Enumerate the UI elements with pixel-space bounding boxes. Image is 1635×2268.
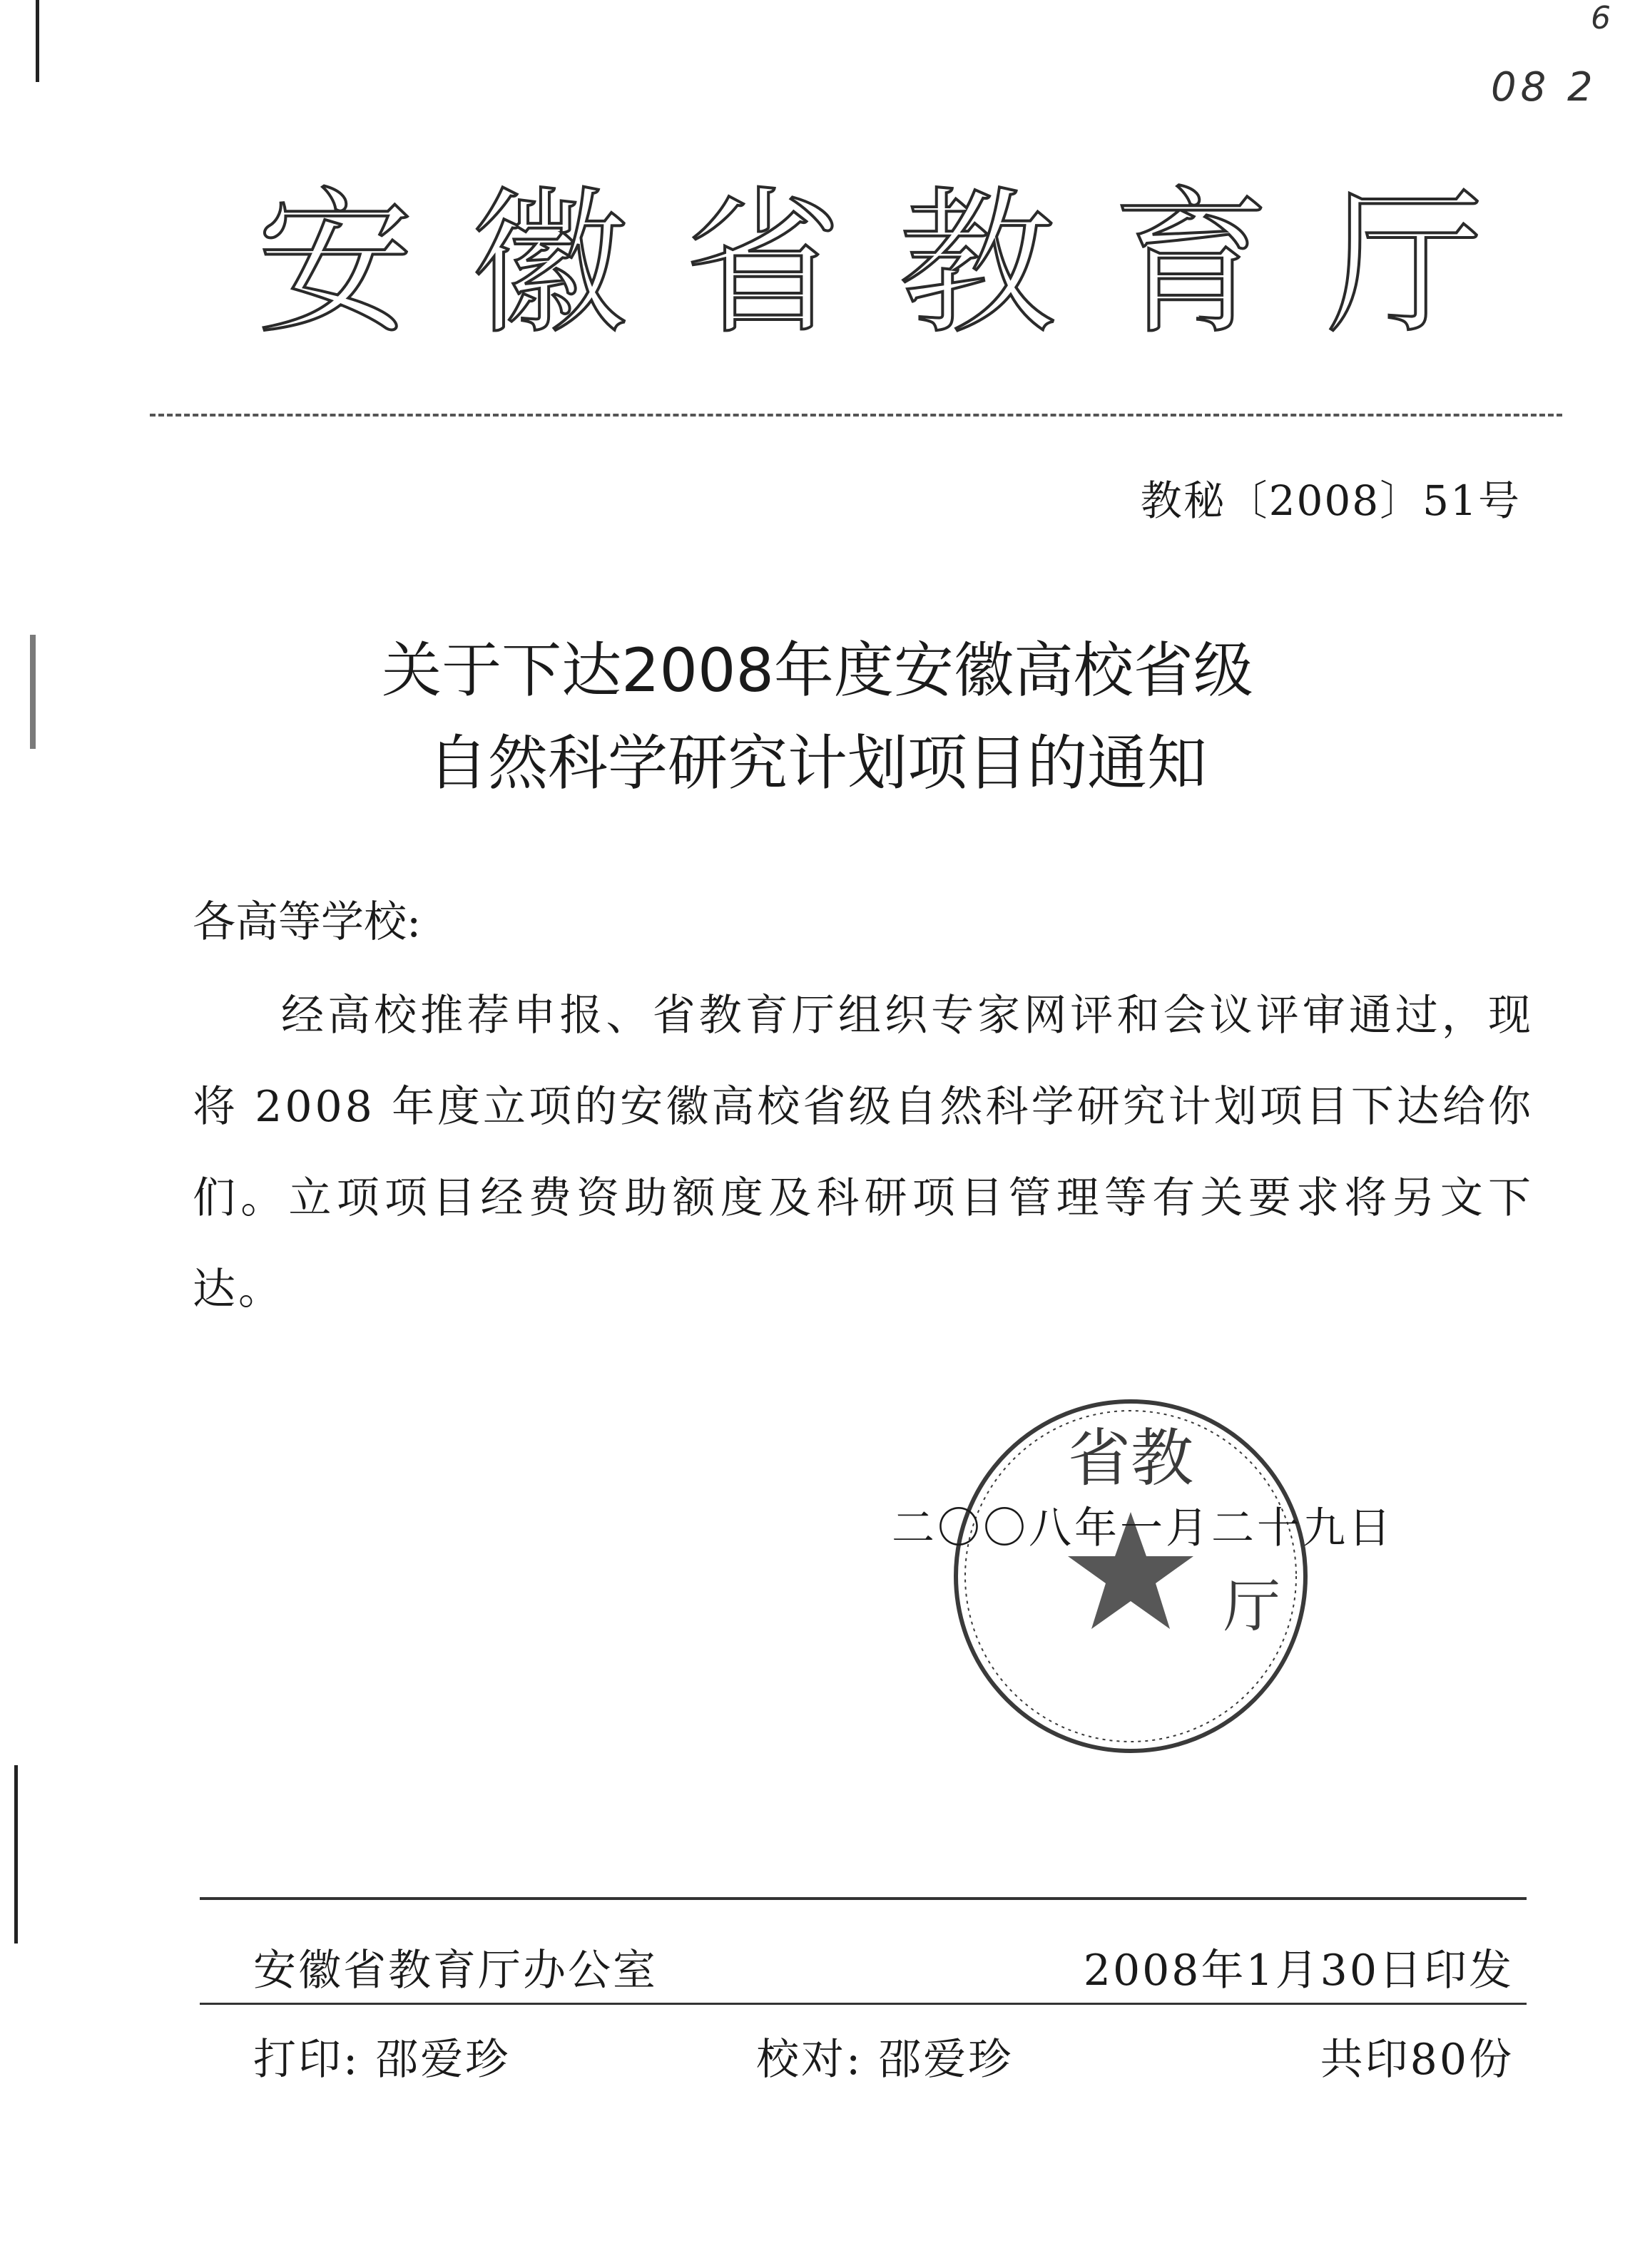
- seal-arc-text: 省教: [1067, 1421, 1194, 1495]
- footer-typed-by: 打印: 邵爱珍: [253, 2035, 511, 2085]
- scan-mark-left-lower: [14, 1765, 18, 1943]
- footer-issue-date: 2008年1月30日印发: [1083, 1946, 1514, 1996]
- letterhead-char: 徽: [470, 173, 628, 355]
- seal-side-text: 厅: [1223, 1573, 1280, 1640]
- official-seal: [945, 1391, 1316, 1762]
- footer-proofread-by: 校对: 邵爱珍: [756, 2035, 1014, 2085]
- footer-rule-middle: [200, 2003, 1527, 2005]
- signing-date: 二〇〇八年一月二十九日: [892, 1503, 1394, 1553]
- document-number: 教秘〔2008〕51号: [1140, 476, 1521, 525]
- letterhead-title: [257, 173, 1484, 355]
- scan-mark-top-left: [36, 0, 39, 82]
- handwritten-note: 08 2: [1491, 64, 1597, 111]
- footer-copies: 共印80份: [1320, 2035, 1514, 2085]
- letterhead-char: 厅: [1326, 173, 1484, 355]
- footer-rule-top: [200, 1897, 1527, 1900]
- letterhead-char: 省: [684, 173, 842, 355]
- notice-body: 经高校推荐申报、省教育厅组织专家网评和会议评审通过，现将 2008 年度立项的安徽高校省级自然科学研究计划项目下达给你们。立项项目经费资助额度及科研项目管理等有关要求将另文下达。: [193, 991, 1534, 1314]
- footer-issuer: 安徽省教育厅办公室: [253, 1946, 658, 1996]
- letterhead-divider: [150, 414, 1562, 417]
- salutation: 各高等学校:: [193, 897, 422, 947]
- letterhead-char: 育: [1112, 173, 1270, 355]
- handwritten-corner-mark: 6: [1591, 0, 1611, 36]
- letterhead-char: 教: [898, 173, 1056, 355]
- document-title-line-2: 自然科学研究计划项目的通知: [427, 728, 1207, 798]
- document-title-line-1: 关于下达2008年度安徽高校省级: [382, 635, 1253, 705]
- letterhead-char: 安: [257, 173, 414, 355]
